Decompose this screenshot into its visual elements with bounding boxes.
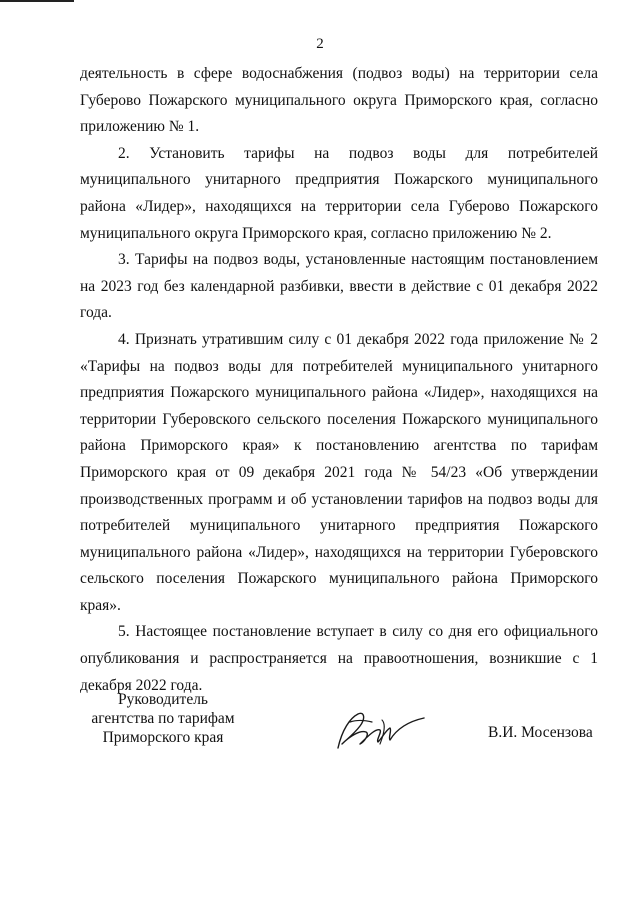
paragraph-item-4: 4. Признать утратившим силу с 01 декабря 2022 года приложение № 2 «Тарифы на подвоз воды для потребителей муниципального унитарного предприятия Пожарского муниципального района «Лидер», находящихся на территории Губеровского сельского поселения Пожарского муниципального района Приморского края» к постановлению агентства по тарифам Приморского края от 09 декабря 2021 года № 54/23 «Об утверждении производственных программ и об установлении тарифов на подвоз воды для потребителей муниципального унитарного предприятия Пожарского муниципального района «Лидер», находящихся на территории Губеровского сельского поселения Пожарского муниципального района Приморского края». <box>80 330 598 614</box>
signatory-title-line-1: Руководитель <box>117 691 209 708</box>
signatory-title <box>78 690 248 747</box>
document-body <box>80 61 598 699</box>
paragraph-item-2: 2. Установить тарифы на подвоз воды для потребителей муниципального унитарного предприятия Пожарского муниципального района «Лидер», находящихся на территории села Губерово Пожарского муниципального округа Приморского края, согласно приложению № 2. <box>80 144 598 242</box>
signer-name: В.И. Мосензова <box>488 724 593 741</box>
page-number: 2 <box>316 36 324 52</box>
handwritten-signature <box>320 700 430 760</box>
scan-edge-rule <box>0 0 74 2</box>
signatory-title-line-3: Приморского края <box>102 729 224 746</box>
paragraph-item-5: 5. Настоящее постановление вступает в силу со дня его официального опубликования и распространяется на правоотношения, возникшие с 1 декабря 2022 года. <box>80 623 598 694</box>
signatory-title-line-2: агентства по тарифам <box>91 710 235 727</box>
paragraph-continuation: деятельность в сфере водоснабжения (подвоз воды) на территории села Губерово Пожарского муниципального округа Приморского края, согласно приложению № 1. <box>80 65 598 136</box>
paragraph-item-3: 3. Тарифы на подвоз воды, установленные настоящим постановлением на 2023 год без календарной разбивки, ввести в действие с 01 декабря 2022 года. <box>80 251 598 322</box>
